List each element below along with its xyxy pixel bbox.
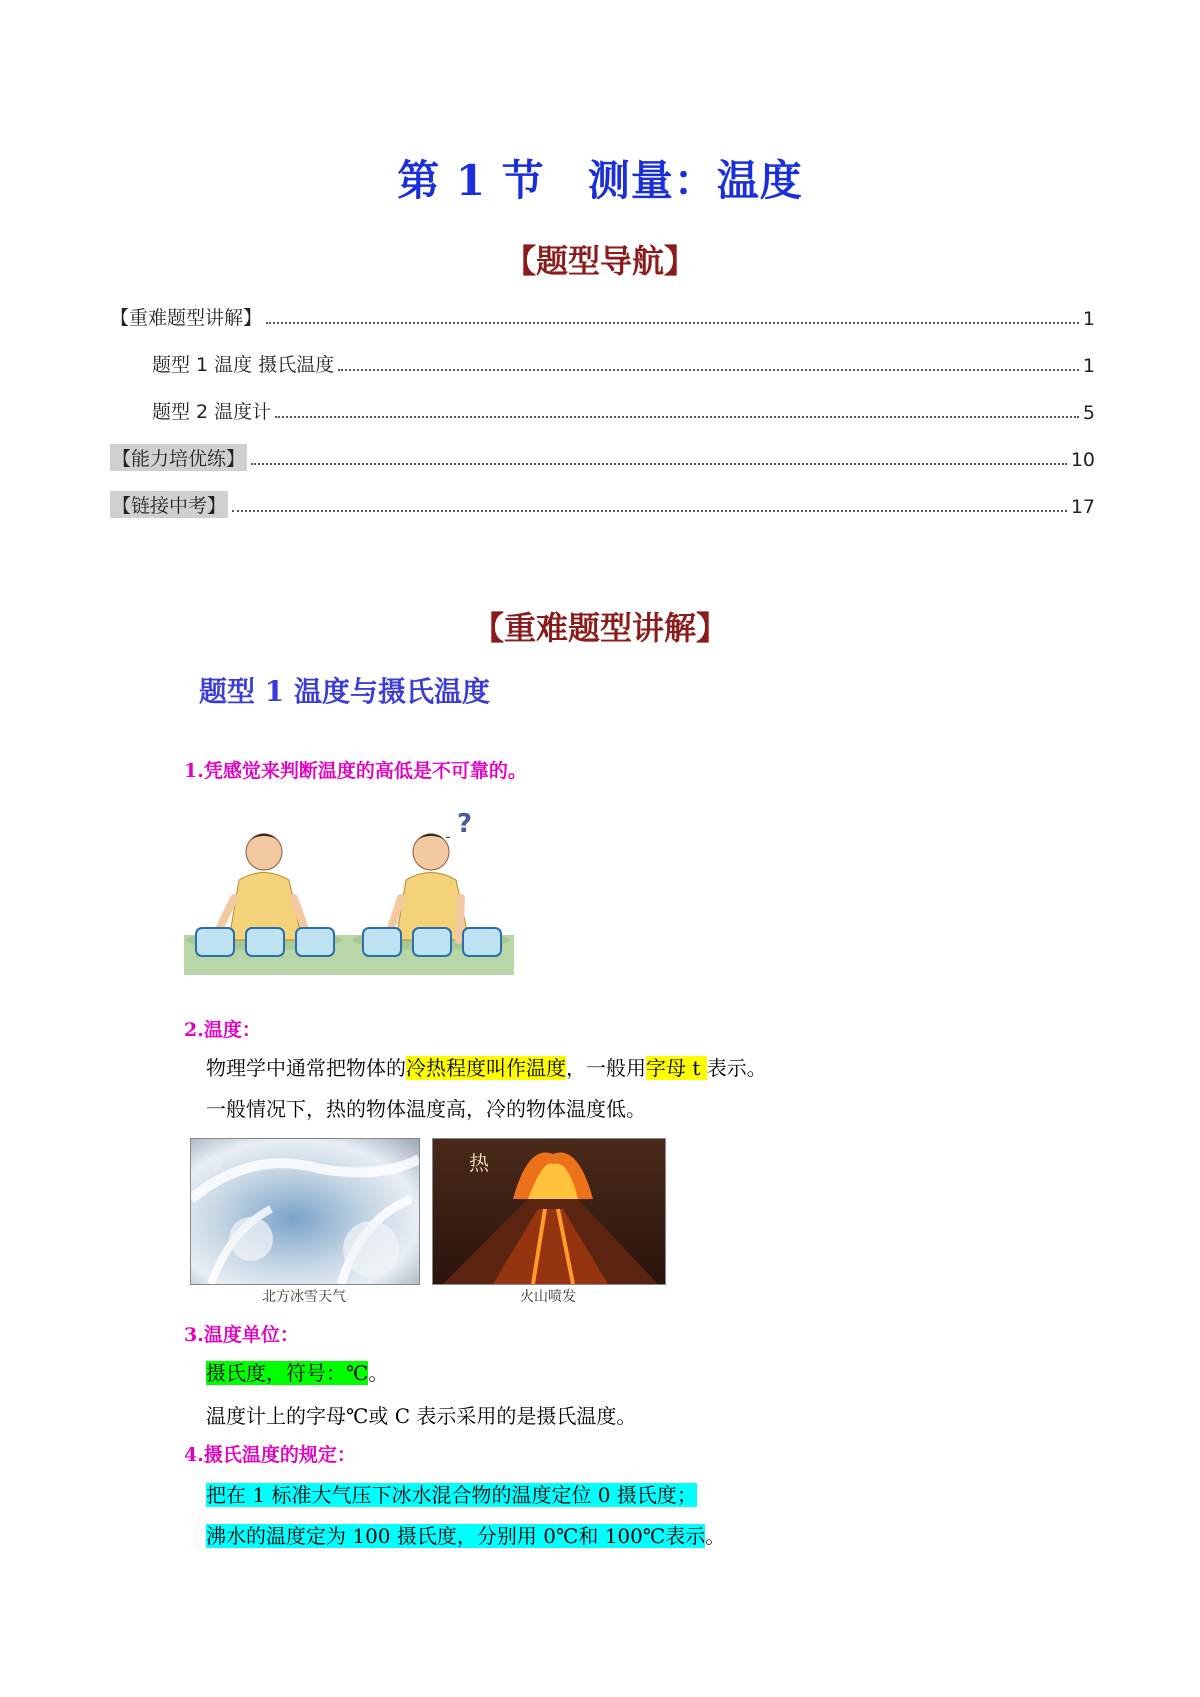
hot-cold-note: 一般情况下，热的物体温度高，冷的物体温度低。 bbox=[206, 1097, 646, 1121]
toc-leader bbox=[251, 462, 1067, 465]
def-text: ，一般用 bbox=[566, 1056, 646, 1080]
snow-caption: 北方冰雪天气 bbox=[262, 1289, 346, 1305]
toc-item-2[interactable] bbox=[152, 347, 1095, 377]
toc-page: 1 bbox=[1082, 355, 1095, 377]
volcano-caption: 火山喷发 bbox=[520, 1289, 576, 1305]
toc-leader bbox=[266, 321, 1079, 324]
toc-label: 【能力培优练】 bbox=[110, 444, 247, 471]
symbol-highlight: 字母 t bbox=[646, 1056, 707, 1080]
svg-text:-: - bbox=[445, 827, 451, 846]
rule-tail: 。 bbox=[705, 1524, 726, 1548]
def-highlight: 冷热程度叫作温度 bbox=[406, 1056, 566, 1080]
boy-figure-right bbox=[349, 809, 514, 975]
toc-leader bbox=[275, 415, 1079, 418]
toc-leader bbox=[232, 509, 1067, 512]
volcano-image bbox=[432, 1138, 666, 1285]
toc-page: 10 bbox=[1070, 449, 1095, 471]
toc-leader bbox=[338, 368, 1079, 371]
toc-page: 5 bbox=[1082, 402, 1095, 424]
point-4-heading: 4.摄氏温度的规定： bbox=[184, 1444, 356, 1466]
boy-figure-left bbox=[184, 834, 349, 976]
toc-label: 【重难题型讲解】 bbox=[110, 307, 263, 329]
page-title: 第 1 节 测量：温度 bbox=[397, 156, 803, 205]
toc-item-4[interactable] bbox=[110, 441, 1095, 471]
rule-highlight: 把在 1 标准大气压下冰水混合物的温度定位 0 摄氏度； bbox=[206, 1483, 697, 1507]
def-text: 表示。 bbox=[706, 1056, 767, 1080]
point-2-heading: 2.温度： bbox=[184, 1019, 261, 1041]
unit-highlight: 摄氏度，符号：℃ bbox=[206, 1361, 369, 1385]
point-1-heading: 1.凭感觉来判断温度的高低是不可靠的。 bbox=[184, 760, 527, 782]
toc-item-5[interactable] bbox=[110, 488, 1095, 518]
toc-label: 【链接中考】 bbox=[110, 491, 228, 518]
cold-label: 冷 bbox=[203, 1151, 223, 1175]
svg-text:?: ? bbox=[457, 809, 473, 839]
def-text: 物理学中通常把物体的 bbox=[206, 1056, 406, 1080]
temperature-definition bbox=[206, 1052, 767, 1081]
unit-tail: 。 bbox=[368, 1361, 389, 1385]
type-title: 题型 1 温度与摄氏温度 bbox=[199, 675, 490, 708]
toc-label: 题型 2 温度计 bbox=[152, 401, 272, 423]
celsius-rule-2 bbox=[206, 1520, 725, 1549]
hand-water-illustration bbox=[184, 800, 514, 985]
toc-label: 题型 1 温度 摄氏温度 bbox=[152, 354, 335, 376]
unit-note: 温度计上的字母℃或 C 表示采用的是摄氏温度。 bbox=[206, 1404, 637, 1428]
toc-page: 17 bbox=[1070, 496, 1095, 518]
toc-item-1[interactable] bbox=[110, 300, 1095, 330]
section-title: 【重难题型讲解】 bbox=[471, 609, 728, 647]
rule-highlight: 沸水的温度定为 100 摄氏度，分别用 0℃和 100℃表示 bbox=[206, 1524, 706, 1548]
celsius-rule-1 bbox=[206, 1479, 697, 1508]
hot-label: 热 bbox=[469, 1151, 489, 1175]
nav-title: 【题型导航】 bbox=[503, 242, 696, 280]
snow-image bbox=[190, 1138, 420, 1285]
unit-definition bbox=[206, 1357, 388, 1386]
point-3-heading: 3.温度单位： bbox=[184, 1324, 299, 1346]
toc-page: 1 bbox=[1082, 308, 1095, 330]
toc-item-3[interactable] bbox=[152, 394, 1095, 424]
